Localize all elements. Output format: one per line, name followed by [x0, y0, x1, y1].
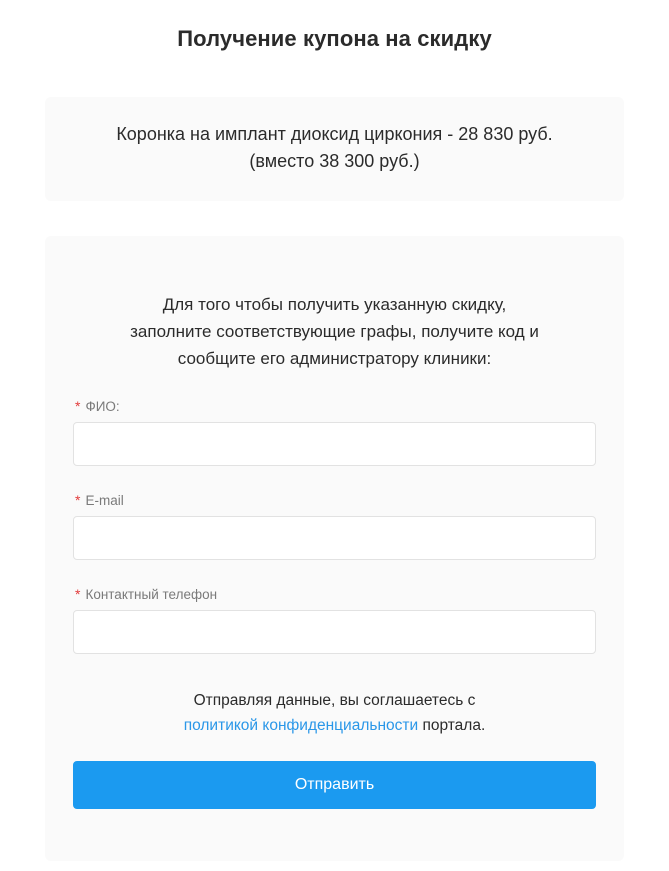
- email-label: [75, 492, 596, 508]
- fio-input[interactable]: [73, 422, 596, 466]
- field-email: [73, 492, 596, 560]
- consent-text: [73, 688, 596, 738]
- form-intro-line-2: заполните соответствующие графы, получите код и: [130, 322, 539, 341]
- field-fio: [73, 398, 596, 466]
- privacy-policy-link[interactable]: политикой конфиденциальности: [183, 717, 419, 734]
- consent-prefix: Отправляя данные, вы соглашаетесь с: [193, 692, 476, 709]
- fio-label-text: ФИО:: [85, 399, 120, 414]
- required-marker-icon: *: [75, 492, 81, 508]
- coupon-form-card: [45, 236, 624, 861]
- field-phone: [73, 586, 596, 654]
- form-intro-line-1: Для того чтобы получить указанную скидку,: [162, 295, 507, 314]
- phone-input[interactable]: [73, 610, 596, 654]
- email-label-text: E-mail: [85, 493, 124, 508]
- offer-text: [71, 121, 598, 175]
- offer-line-2: (вместо 38 300 руб.): [249, 151, 420, 171]
- consent-suffix: портала.: [418, 717, 486, 734]
- submit-button[interactable]: Отправить: [73, 761, 596, 809]
- form-intro-line-3: сообщите его администратору клиники:: [177, 349, 492, 368]
- phone-label: [75, 586, 596, 602]
- required-marker-icon: *: [75, 586, 81, 602]
- phone-label-text: Контактный телефон: [85, 587, 218, 602]
- offer-line-1: Коронка на имплант диоксид циркония - 28 830 руб.: [116, 124, 553, 144]
- page-title: Получение купона на скидку: [177, 26, 492, 51]
- required-marker-icon: *: [75, 398, 81, 414]
- form-intro: [73, 291, 596, 372]
- offer-card: [45, 97, 624, 201]
- email-input[interactable]: [73, 516, 596, 560]
- fio-label: [75, 398, 596, 414]
